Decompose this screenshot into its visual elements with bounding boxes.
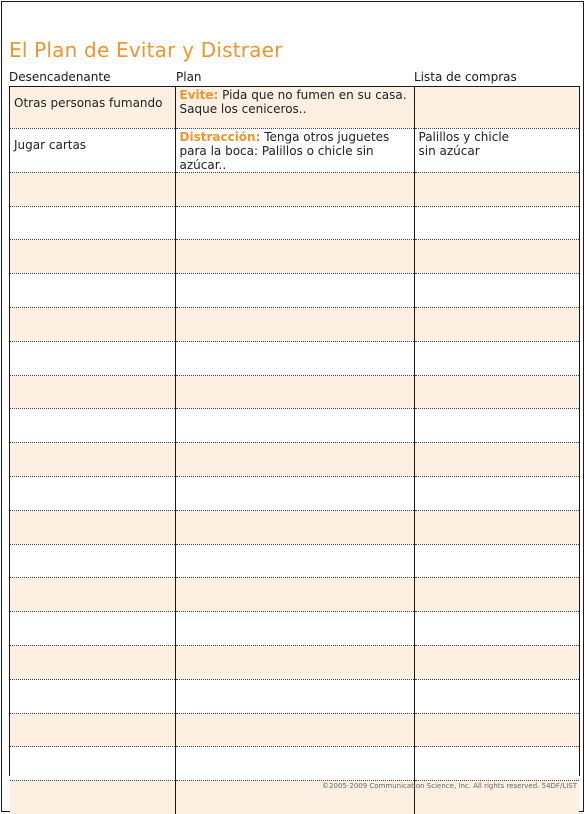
empty-row [10,679,579,713]
shopping-text-line1: Palillos y chicle [418,129,510,144]
shopping-cell[interactable] [414,476,579,510]
empty-row [10,578,579,612]
trigger-cell[interactable] [10,679,175,713]
trigger-cell[interactable] [10,645,175,679]
empty-row [10,544,579,578]
plan-cell[interactable] [175,645,414,679]
shopping-cell[interactable] [414,645,579,679]
shopping-cell[interactable] [414,128,579,172]
trigger-cell[interactable] [10,341,175,375]
plan-cell[interactable] [175,409,414,443]
trigger-cell[interactable] [10,544,175,578]
shopping-cell[interactable] [414,409,579,443]
plan-cell[interactable] [175,612,414,646]
plan-cell[interactable] [175,206,414,240]
empty-row [10,375,579,409]
plan-cell[interactable] [175,341,414,375]
worksheet-page [1,1,584,812]
empty-row [10,510,579,544]
trigger-cell[interactable] [10,206,175,240]
trigger-cell[interactable] [10,781,175,814]
column-header-trigger: Desencadenante [9,70,111,84]
plan-table [9,86,580,776]
plan-keyword: Evite: [179,88,219,102]
trigger-cell[interactable] [10,87,175,128]
shopping-cell[interactable] [414,747,579,781]
plan-cell[interactable] [175,578,414,612]
shopping-cell[interactable] [414,240,579,274]
empty-row [10,240,579,274]
empty-row [10,172,579,206]
plan-cell[interactable] [175,375,414,409]
trigger-cell[interactable] [10,128,175,172]
trigger-cell[interactable] [10,713,175,747]
trigger-cell[interactable] [10,476,175,510]
empty-row [10,713,579,747]
plan-keyword: Distracción: [179,129,261,144]
plan-cell[interactable] [175,476,414,510]
shopping-cell[interactable] [414,274,579,308]
copyright-footer: ©2005-2009 Communication Science, Inc. All rights reserved. 54DF/LIST [322,782,577,790]
empty-row [10,476,579,510]
trigger-cell[interactable] [10,307,175,341]
empty-row [10,206,579,240]
shopping-cell[interactable] [414,544,579,578]
plan-cell[interactable] [175,307,414,341]
shopping-cell[interactable] [414,341,579,375]
empty-row [10,612,579,646]
page-title: El Plan de Evitar y Distraer [9,38,283,62]
trigger-cell[interactable] [10,510,175,544]
shopping-cell[interactable] [414,206,579,240]
shopping-cell[interactable] [414,510,579,544]
empty-row [10,409,579,443]
plan-cell[interactable] [175,128,414,172]
empty-row [10,274,579,308]
column-header-plan: Plan [176,70,202,84]
shopping-cell[interactable] [414,713,579,747]
plan-cell[interactable] [175,443,414,477]
trigger-cell[interactable] [10,409,175,443]
empty-row [10,645,579,679]
trigger-cell[interactable] [10,443,175,477]
plan-text: Tenga otros juguetes para la boca: Palillos o chicle sin azúcar.. [179,129,390,172]
empty-row [10,443,579,477]
shopping-cell[interactable] [414,87,579,128]
trigger-cell[interactable] [10,274,175,308]
shopping-cell[interactable] [414,578,579,612]
shopping-cell[interactable] [414,612,579,646]
plan-cell[interactable] [175,679,414,713]
column-header-shopping: Lista de compras [414,70,517,84]
plan-cell[interactable] [175,510,414,544]
trigger-cell[interactable] [10,578,175,612]
plan-cell[interactable] [175,544,414,578]
shopping-cell[interactable] [414,375,579,409]
plan-cell[interactable] [175,747,414,781]
empty-row [10,307,579,341]
shopping-cell[interactable] [414,679,579,713]
shopping-cell[interactable] [414,172,579,206]
trigger-cell[interactable] [10,240,175,274]
empty-row [10,341,579,375]
plan-cell[interactable] [175,240,414,274]
trigger-cell[interactable] [10,612,175,646]
shopping-cell[interactable] [414,307,579,341]
trigger-text: Otras personas fumando [14,96,163,110]
table-row [10,87,579,128]
empty-row [10,747,579,781]
plan-text: Pida que no fumen en su casa. Saque los ceniceros.. [179,88,407,116]
plan-cell[interactable] [175,172,414,206]
plan-cell[interactable] [175,87,414,128]
trigger-cell[interactable] [10,172,175,206]
plan-cell[interactable] [175,274,414,308]
trigger-cell[interactable] [10,375,175,409]
table-row [10,128,579,172]
shopping-text-line2: sin azúcar [418,143,480,158]
trigger-text: Jugar cartas [14,137,87,152]
shopping-cell[interactable] [414,443,579,477]
trigger-cell[interactable] [10,747,175,781]
plan-cell[interactable] [175,713,414,747]
